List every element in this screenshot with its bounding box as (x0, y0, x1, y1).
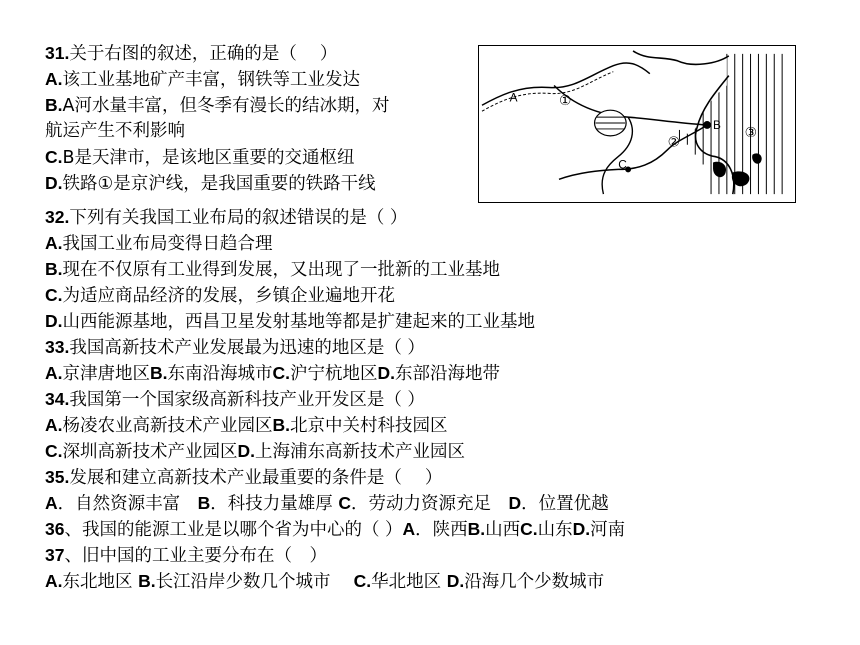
q36-d-letter: D. (572, 519, 591, 539)
q35-b-letter: B (197, 493, 211, 513)
q33-c-letter: C. (272, 363, 290, 383)
q36-a-text: ．陕西 (415, 520, 468, 540)
q36-line (45, 516, 625, 542)
map-label-1: ① (559, 93, 572, 110)
q34-c-letter: C. (45, 441, 63, 461)
q34-options-cd (45, 438, 465, 464)
q36-c-text: 山东 (537, 520, 573, 540)
q34-number: 34. (45, 389, 70, 409)
map-label-3: ③ (744, 124, 758, 141)
q31-d-letter: D. (45, 173, 63, 193)
q31-stem: 关于右图的叙述，正确的是（ ） (69, 44, 338, 64)
q34-stem: 我国第一个国家级高新科技产业开发区是（ ） (69, 390, 425, 410)
q37-a-text: 东北地区 (62, 572, 139, 592)
q34-b-text: 北京中关村科技园区 (290, 416, 448, 436)
q31-option-b (45, 92, 389, 118)
q37-number: 37 (45, 545, 65, 565)
q34-b-letter: B. (272, 415, 290, 435)
q37-stem: 、旧中国的工业主要分布在（ ） (64, 546, 327, 566)
q34-a-letter: A. (45, 415, 63, 435)
q33-d-letter: D. (377, 363, 395, 383)
map-label-b: B (713, 117, 721, 132)
q33-a-text: 京津唐地区 (62, 364, 150, 384)
q35-a-letter: A (45, 493, 58, 513)
map-label-c: C (618, 157, 627, 172)
q32-number: 32. (45, 207, 70, 227)
q37-d-letter: D. (446, 571, 465, 591)
q34-options-ab (45, 412, 448, 438)
q36-b-text: 山西 (485, 520, 521, 540)
point-b-marker (703, 121, 711, 129)
q37-d-text: 沿海几个少数城市 (464, 572, 605, 592)
q36-b-letter: B. (467, 519, 486, 539)
q33-options (45, 360, 500, 386)
q32-option-d (45, 308, 535, 334)
q32-c-text: 为适应商品经济的发展，乡镇企业遍地开花 (62, 286, 395, 306)
q35-options (45, 490, 609, 516)
q33-stem: 我国高新技术产业发展最为迅速的地区是（ ） (69, 338, 425, 358)
q35-number: 35. (45, 467, 70, 487)
q35-stem: 发展和建立高新技术产业最重要的条件是（ ） (69, 468, 443, 488)
q32-stem: 下列有关我国工业布局的叙述错误的是（ ） (69, 208, 408, 228)
q36-number: 36 (45, 519, 65, 539)
q32-stem-line (45, 204, 407, 230)
q31-number: 31. (45, 43, 70, 63)
q34-a-text: 杨凌农业高新技术产业园区 (62, 416, 273, 436)
railway-line-2 (559, 125, 707, 179)
q31-c-letter: C. (45, 147, 63, 167)
q32-c-letter: C. (45, 285, 63, 305)
q35-d-letter: D (508, 493, 522, 513)
island (713, 162, 726, 177)
q31-b-text: A河水量丰富，但冬季有漫长的结冰期，对 (62, 96, 390, 116)
q32-d-letter: D. (45, 311, 63, 331)
q34-c-text: 深圳高新技术产业园区 (62, 442, 238, 462)
q35-c-text: ．劳动力资源充足 (350, 494, 509, 514)
q37-a-letter: A. (45, 571, 63, 591)
q33-b-letter: B. (150, 363, 168, 383)
q35-a-text: ．自然资源丰富 (57, 494, 198, 514)
q33-stem-line (45, 334, 425, 360)
q31-a-letter: A. (45, 69, 63, 89)
q32-a-text: 我国工业布局变得日趋合理 (62, 234, 273, 254)
q35-b-text: ．科技力量雄厚 (210, 494, 339, 514)
q32-option-c (45, 282, 395, 308)
q37-c-letter: C. (353, 571, 372, 591)
q35-c-letter: C (338, 493, 351, 513)
q34-d-letter: D. (237, 441, 255, 461)
q32-d-text: 山西能源基地，西昌卫星发射基地等都是扩建起来的工业基地 (62, 312, 535, 332)
q31-option-a (45, 66, 360, 92)
map-label-a: A (509, 90, 518, 105)
q31-option-d (45, 170, 376, 196)
q31-b-text-cont: 航运产生不利影响 (45, 121, 185, 141)
q31-option-c (45, 144, 355, 170)
q31-d-text: 铁路①是京沪线，是我国重要的铁路干线 (62, 174, 376, 194)
q31-c-text: B是天津市，是该地区重要的交通枢纽 (62, 148, 355, 168)
q37-stem-line (45, 542, 327, 568)
map-label-2: ② (667, 134, 680, 151)
q32-a-letter: A. (45, 233, 63, 253)
q33-a-letter: A. (45, 363, 63, 383)
q37-b-letter: B. (138, 571, 156, 591)
q33-d-text: 东部沿海地带 (395, 364, 500, 384)
q36-a-letter: A (402, 519, 416, 539)
q31-option-b-cont (45, 118, 185, 144)
q37-options (45, 568, 604, 594)
region-map-svg (479, 46, 795, 202)
q32-b-text: 现在不仅原有工业得到发展，又出现了一批新的工业基地 (62, 260, 500, 280)
q36-d-text: 河南 (590, 520, 626, 540)
q33-number: 33. (45, 337, 70, 357)
q36-c-letter: C. (520, 519, 538, 539)
q33-c-text: 沪宁杭地区 (290, 364, 378, 384)
q32-b-letter: B. (45, 259, 63, 279)
q34-d-text: 上海浦东高新技术产业园区 (255, 442, 465, 462)
q37-b-text: 长江沿岸少数几个城市 (155, 572, 354, 592)
region-map-figure (478, 45, 796, 203)
q32-option-b (45, 256, 500, 282)
q36-stem: 、我国的能源工业是以哪个省为中心的（ ） (64, 520, 403, 540)
q35-stem-line (45, 464, 442, 490)
q34-stem-line (45, 386, 425, 412)
q31-stem-line (45, 40, 337, 66)
q35-d-text: ．位置优越 (521, 494, 609, 514)
q32-option-a (45, 230, 273, 256)
q31-a-text: 该工业基地矿产丰富，钢铁等工业发达 (62, 70, 360, 90)
q33-b-text: 东南沿海城市 (167, 364, 273, 384)
q31-b-letter: B. (45, 95, 63, 115)
q37-c-text: 华北地区 (371, 572, 447, 592)
